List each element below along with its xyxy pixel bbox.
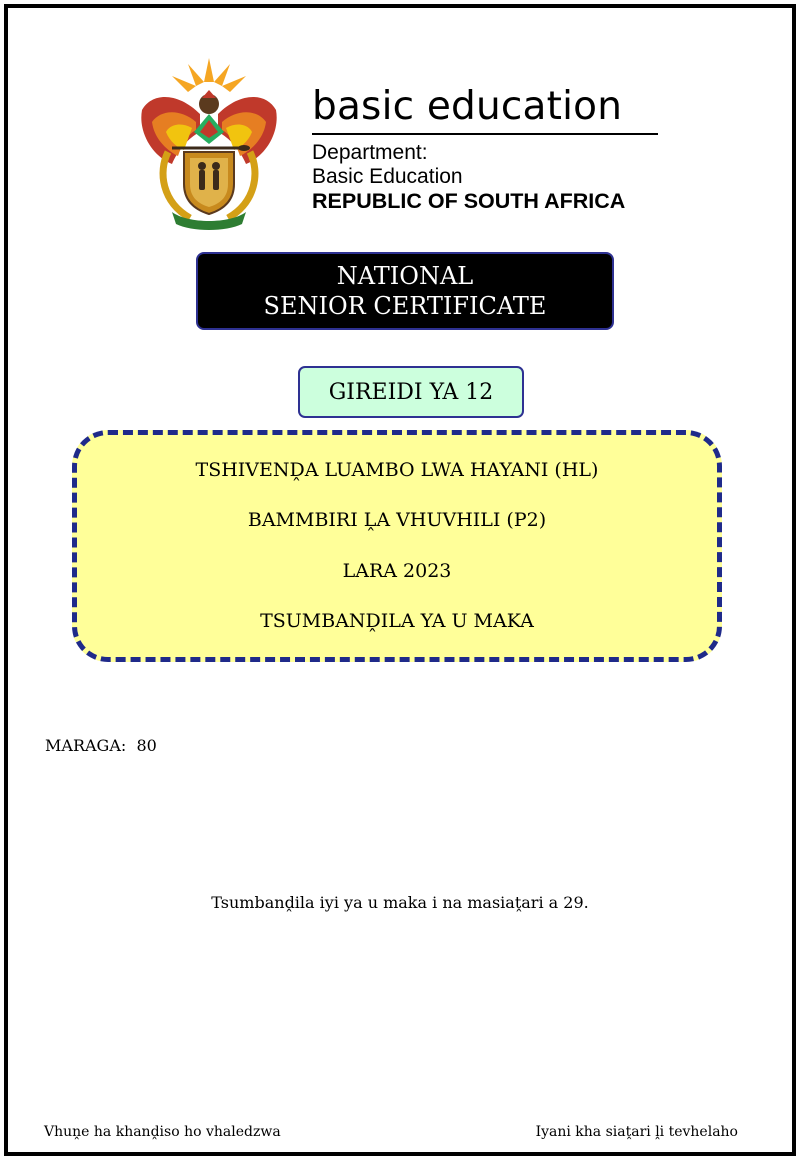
- copyright-footer: Vhuṋe ha khanḓiso ho vhaledzwa: [44, 1124, 281, 1140]
- paper-number: BAMMBIRI ḼA VHUVHILI (P2): [247, 509, 547, 531]
- exam-session: LARA 2023: [342, 560, 452, 582]
- department-name: Basic Education: [312, 165, 463, 188]
- next-page-footer: Iyani kha siaṱari ḽi tevhelaho: [535, 1124, 738, 1140]
- total-marks: MARAGA: 80: [45, 736, 157, 755]
- grade-label: GIREIDI YA 12: [328, 379, 494, 405]
- country-name: REPUBLIC OF SOUTH AFRICA: [312, 189, 626, 213]
- certificate-line-1: NATIONAL: [336, 262, 474, 290]
- brand-title: basic education: [312, 84, 623, 129]
- page-count-note: Tsumbanḓila iyi ya u maka i na masiaṱari a 29.: [211, 893, 589, 912]
- subject-title: TSHIVENḒA LUAMBO LWA HAYANI (HL): [195, 459, 599, 481]
- grade-badge: [298, 366, 524, 418]
- document-type: TSUMBANḒILA YA U MAKA: [260, 610, 534, 632]
- department-branding: [312, 84, 662, 213]
- coat-of-arms-icon: [138, 52, 280, 230]
- certificate-line-2: SENIOR CERTIFICATE: [263, 292, 547, 320]
- certificate-banner: [196, 252, 614, 330]
- brand-divider: [312, 133, 658, 135]
- department-label: Department:: [312, 141, 428, 164]
- subject-panel: [72, 430, 722, 662]
